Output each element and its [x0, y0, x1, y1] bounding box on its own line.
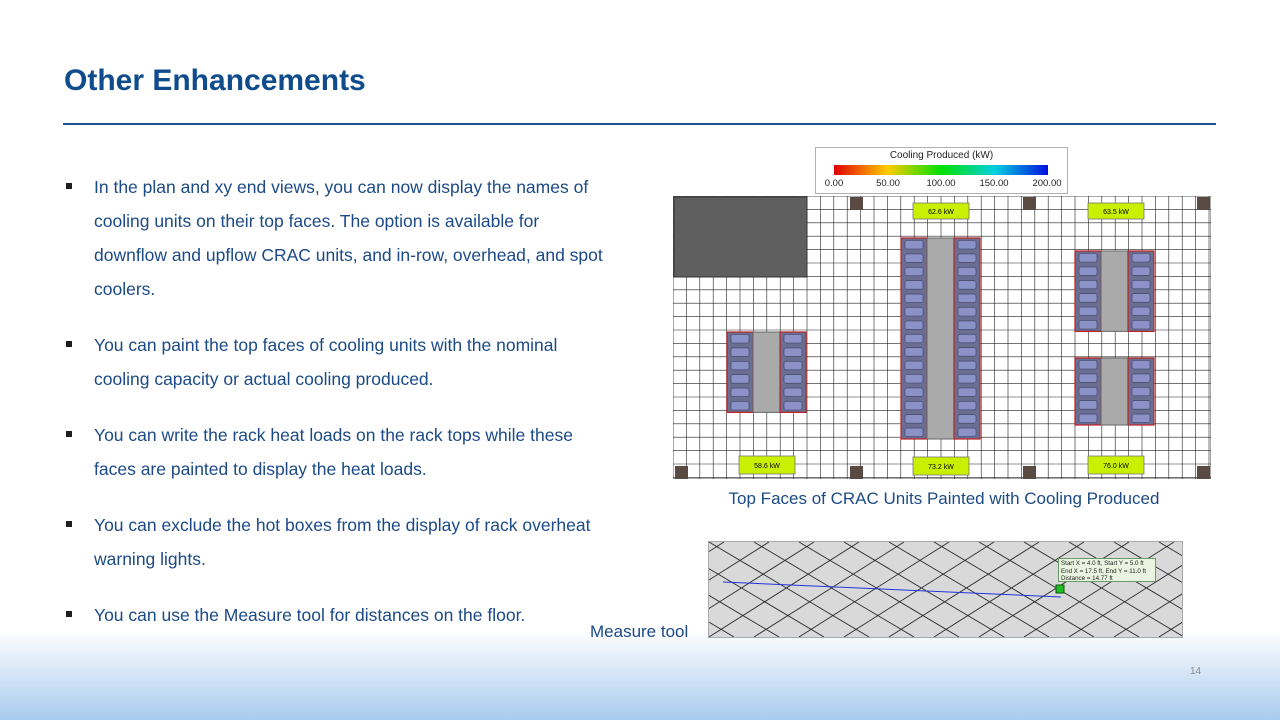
rack: [1079, 401, 1097, 410]
plan-view-canvas: [673, 196, 1211, 479]
rack: [958, 334, 976, 343]
bullet-marker: [66, 341, 72, 347]
rack: [1079, 254, 1097, 263]
rack: [1132, 267, 1150, 276]
rack: [958, 254, 976, 263]
rack: [958, 428, 976, 437]
rack: [905, 334, 923, 343]
rack: [1079, 294, 1097, 303]
rack: [958, 415, 976, 424]
legend-tick: 200.00: [1032, 178, 1062, 189]
rack: [905, 375, 923, 384]
rack: [1132, 401, 1150, 410]
legend-tick: 50.00: [876, 178, 900, 189]
bullet-marker: [66, 521, 72, 527]
rack: [905, 254, 923, 263]
rack: [905, 401, 923, 410]
legend-tick: 150.00: [979, 178, 1009, 189]
crac-label-text: 73.2 kW: [928, 464, 954, 471]
aisle-column: [1101, 251, 1128, 331]
crac-label-text: 63.5 kW: [1103, 209, 1129, 216]
rack-row-right-bottom: [1075, 358, 1154, 425]
crac-label-text: 58.6 kW: [754, 463, 780, 470]
rack: [958, 308, 976, 317]
rack-row-right-top: [1075, 251, 1154, 331]
rack-row-left: [727, 332, 806, 412]
bullet-marker: [66, 611, 72, 617]
page-number: 14: [1190, 666, 1202, 677]
rack: [958, 361, 976, 370]
color-legend: [815, 147, 1068, 194]
rack: [1079, 321, 1097, 330]
legend-tick: 100.00: [926, 178, 956, 189]
rack: [1079, 307, 1097, 316]
rack: [1132, 254, 1150, 263]
aisle-column: [1101, 358, 1128, 425]
measure-floor-canvas: [709, 542, 1182, 637]
crac-unit-label: [739, 456, 795, 474]
crac-unit-label: [1088, 456, 1144, 474]
rack: [731, 402, 749, 411]
rack: [731, 375, 749, 384]
rack: [958, 401, 976, 410]
bullet-text: In the plan and xy end views, you can now display the names of cooling units on their top faces. The option is available for downflow and upflow CRAC units, and in-row, overhead, and spot coolers.: [94, 177, 603, 299]
rack-column: [727, 332, 753, 412]
rack: [1132, 280, 1150, 289]
crac-unit-label: [1088, 203, 1144, 219]
rack: [905, 267, 923, 276]
building-column: [1023, 197, 1036, 210]
legend-tick: 0.00: [824, 178, 844, 189]
rack: [1079, 374, 1097, 383]
bullet-text: You can write the rack heat loads on the rack tops while these faces are painted to display the heat loads.: [94, 425, 573, 479]
rack: [1132, 387, 1150, 396]
rack: [1079, 414, 1097, 423]
rack: [1079, 361, 1097, 370]
rack: [905, 415, 923, 424]
slide-title: Other Enhancements: [64, 64, 366, 97]
legend-title: Cooling Produced (kW): [889, 150, 994, 161]
building-column: [850, 466, 863, 479]
rack: [958, 388, 976, 397]
measure-info-box: [1058, 558, 1156, 582]
rack: [905, 428, 923, 437]
bullet-item: [64, 418, 604, 486]
rack: [1079, 267, 1097, 276]
rack: [731, 361, 749, 370]
bullet-text: You can paint the top faces of cooling units with the nominal cooling capacity or actual cooling produced.: [94, 335, 558, 389]
rack: [958, 241, 976, 250]
rack: [1132, 414, 1150, 423]
rack: [905, 308, 923, 317]
rack: [905, 281, 923, 290]
bullet-item: [64, 170, 604, 306]
rack: [1132, 374, 1150, 383]
bullet-text: You can use the Measure tool for distances on the floor.: [94, 605, 526, 625]
building-column: [675, 466, 688, 479]
bullet-text: You can exclude the hot boxes from the display of rack overheat warning lights.: [94, 515, 591, 569]
rack: [784, 375, 802, 384]
rack: [784, 402, 802, 411]
rack: [784, 361, 802, 370]
measure-caption: Measure tool: [590, 622, 689, 641]
aisle-column: [927, 238, 954, 439]
bullet-marker: [66, 183, 72, 189]
rack-column: [1075, 251, 1101, 331]
rack: [958, 281, 976, 290]
rack-column: [1128, 251, 1154, 331]
measure-info-line: Distance = 14.77 ft: [1061, 575, 1113, 582]
rack: [958, 321, 976, 330]
legend-color-bar: [834, 165, 1048, 175]
rack: [731, 335, 749, 344]
plan-view-caption: Top Faces of CRAC Units Painted with Cooling Produced: [728, 489, 1160, 508]
measure-info-line: End X = 17.5 ft, End Y = 11.0 ft: [1061, 567, 1146, 575]
rack: [905, 294, 923, 303]
crac-unit-label: [913, 457, 969, 475]
rack: [905, 241, 923, 250]
rack: [1132, 321, 1150, 330]
bullet-item: [64, 508, 604, 576]
rack: [1079, 387, 1097, 396]
rack: [1079, 280, 1097, 289]
bullet-list: [64, 170, 604, 654]
measure-info-line: Start X = 4.0 ft, Start Y = 5.0 ft: [1061, 560, 1144, 567]
title-divider: [63, 123, 1216, 125]
equipment-area: [674, 197, 807, 277]
rack: [905, 361, 923, 370]
plan-view: [673, 196, 1211, 479]
rack: [905, 321, 923, 330]
building-column: [1197, 197, 1210, 210]
rack: [1132, 307, 1150, 316]
rack-row-center: [901, 238, 980, 439]
rack: [905, 348, 923, 357]
rack-column: [780, 332, 806, 412]
building-column: [850, 197, 863, 210]
building-column: [1023, 466, 1036, 479]
measure-endpoint-handle: [1056, 585, 1064, 593]
measure-view: [708, 541, 1183, 638]
building-column: [1197, 466, 1210, 479]
rack: [1132, 294, 1150, 303]
bullet-item: [64, 328, 604, 396]
rack: [784, 348, 802, 357]
rack: [731, 348, 749, 357]
rack: [958, 348, 976, 357]
bullet-marker: [66, 431, 72, 437]
crac-unit-label: [913, 203, 969, 219]
crac-label-text: 62.6 kW: [928, 209, 954, 216]
rack: [731, 388, 749, 397]
rack: [905, 388, 923, 397]
aisle-column: [753, 332, 780, 412]
rack: [784, 388, 802, 397]
rack: [1132, 361, 1150, 370]
bullet-item: [64, 598, 604, 632]
rack: [958, 294, 976, 303]
rack: [958, 267, 976, 276]
rack: [958, 375, 976, 384]
crac-label-text: 76.0 kW: [1103, 463, 1129, 470]
rack: [784, 335, 802, 344]
